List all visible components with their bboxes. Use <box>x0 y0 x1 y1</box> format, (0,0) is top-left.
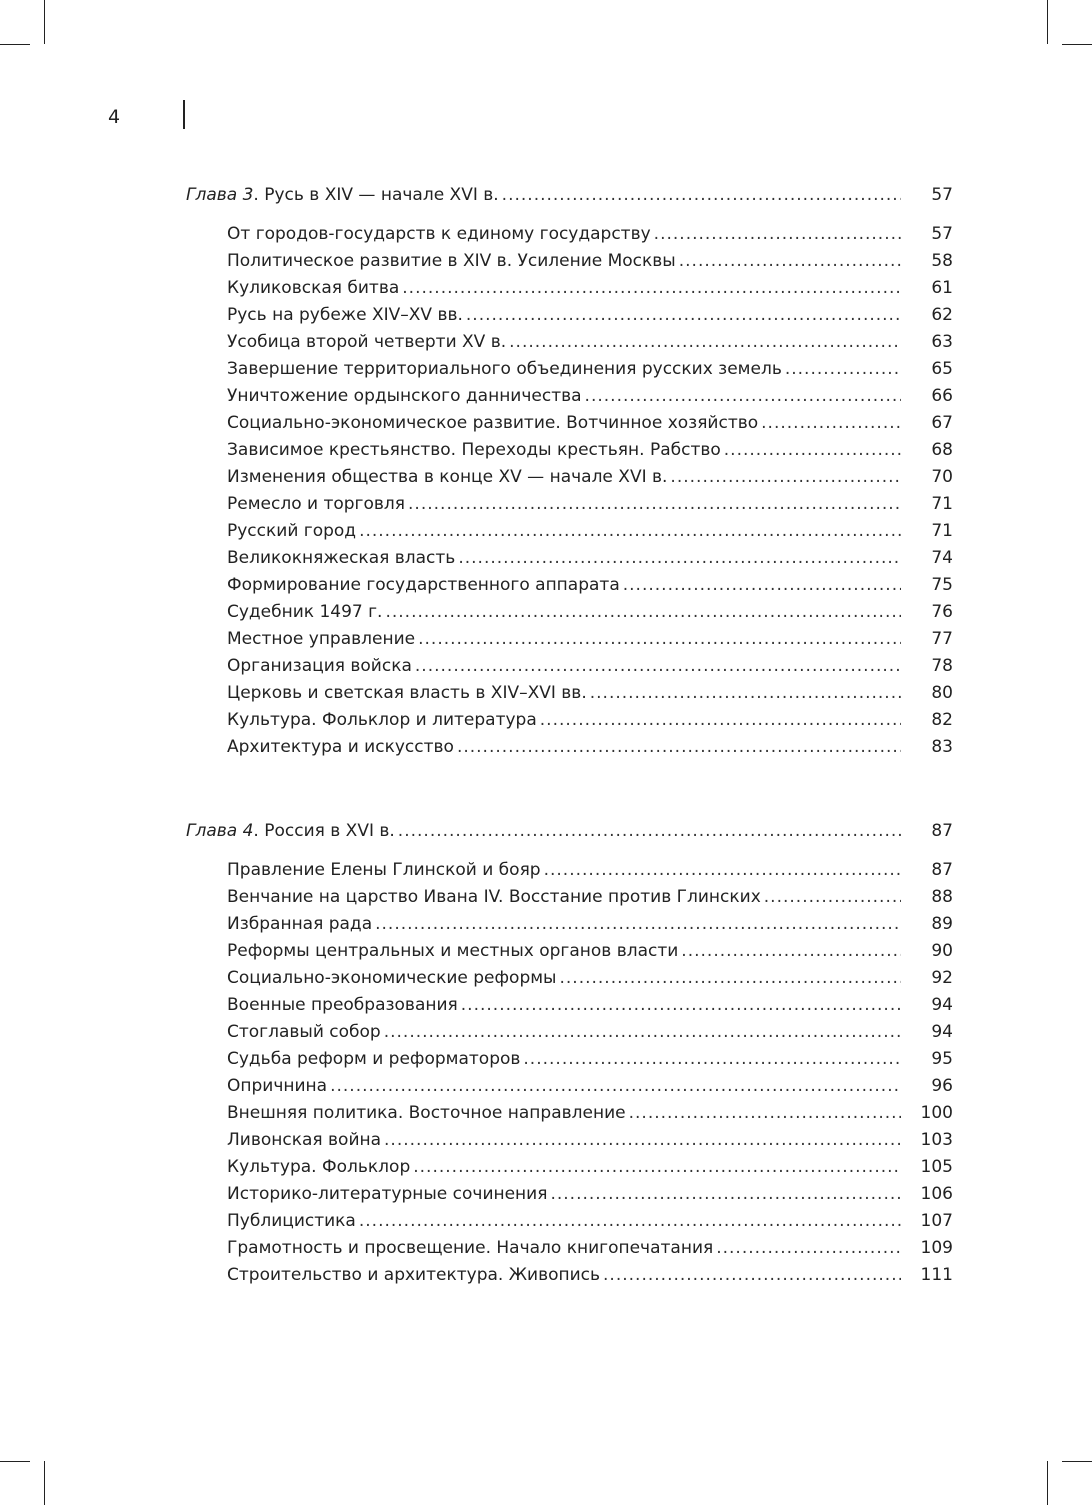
leader-dots <box>509 329 901 356</box>
page-ref: 106 <box>920 1184 953 1204</box>
leader-dots <box>330 1073 901 1100</box>
section-title: Культура. Фольклор <box>227 1157 411 1177</box>
leader-dots <box>716 1235 901 1262</box>
section-title: Судебник 1497 г. <box>227 602 383 622</box>
section-title: Политическое развитие в XIV в. Усиление Москвы <box>227 251 676 271</box>
leader-dots <box>544 857 901 884</box>
toc-section-row <box>186 248 953 275</box>
section-title: Судьба реформ и реформаторов <box>227 1049 521 1069</box>
leader-dots <box>457 734 901 761</box>
leader-dots <box>359 1208 901 1235</box>
section-title: Социально-экономическое развитие. Вотчинное хозяйство <box>227 413 759 433</box>
chapter-title: Глава 4. Россия в XVI в. <box>186 821 395 841</box>
crop-mark <box>1047 1461 1048 1505</box>
page-ref: 58 <box>931 251 953 271</box>
toc-chapter-row <box>186 818 953 846</box>
crop-mark <box>1047 0 1048 44</box>
toc-section-row <box>186 626 953 653</box>
page-ref: 62 <box>931 305 953 325</box>
toc-section-row <box>186 965 953 992</box>
toc-section-row <box>186 653 953 680</box>
toc-section-row <box>186 1100 953 1127</box>
section-title: Внешняя политика. Восточное направление <box>227 1103 626 1123</box>
section-title: Организация войска <box>227 656 412 676</box>
page-ref: 100 <box>920 1103 953 1123</box>
leader-dots <box>629 1100 901 1127</box>
section-title: Реформы центральных и местных органов власти <box>227 941 679 961</box>
section-title: Великокняжеская власть <box>227 548 456 568</box>
crop-mark <box>44 0 45 44</box>
leader-dots <box>761 410 901 437</box>
leader-dots <box>764 884 901 911</box>
page-ref: 103 <box>920 1130 953 1150</box>
section-title: Архитектура и искусство <box>227 737 454 757</box>
page-ref: 66 <box>931 386 953 406</box>
toc-section-row <box>186 707 953 734</box>
page-ref: 88 <box>931 887 953 907</box>
toc-chapter-row <box>186 182 953 210</box>
section-title: Русский город <box>227 521 357 541</box>
leader-dots <box>408 491 901 518</box>
page-ref: 61 <box>931 278 953 298</box>
toc-section-row <box>186 518 953 545</box>
header-rule <box>183 100 185 129</box>
leader-dots <box>724 437 901 464</box>
page-number: 4 <box>108 106 121 128</box>
toc-section-row <box>186 1019 953 1046</box>
leader-dots <box>398 818 901 845</box>
toc-section-row <box>186 437 953 464</box>
leader-dots <box>375 911 901 938</box>
toc-section-row <box>186 464 953 491</box>
section-title: Публицистика <box>227 1211 356 1231</box>
toc-section-row <box>186 1235 953 1262</box>
page-ref: 89 <box>931 914 953 934</box>
leader-dots <box>359 518 901 545</box>
page-ref: 65 <box>931 359 953 379</box>
crop-mark <box>44 1461 45 1505</box>
page-ref: 67 <box>931 413 953 433</box>
leader-dots <box>670 464 901 491</box>
leader-dots <box>654 221 901 248</box>
page-ref: 83 <box>931 737 953 757</box>
toc-section-row <box>186 275 953 302</box>
leader-dots <box>385 599 901 626</box>
section-title: Военные преобразования <box>227 995 458 1015</box>
toc-section-row <box>186 545 953 572</box>
leader-dots <box>681 938 901 965</box>
section-title: Местное управление <box>227 629 416 649</box>
leader-dots <box>418 626 901 653</box>
section-title: Ливонская война <box>227 1130 382 1150</box>
crop-mark <box>1062 1461 1092 1462</box>
toc-section-row <box>186 599 953 626</box>
toc-section-row <box>186 302 953 329</box>
section-title: Историко-литературные сочинения <box>227 1184 548 1204</box>
chapter-label: Глава 4 <box>186 821 254 841</box>
section-title: Завершение территориального объединения русских земель <box>227 359 782 379</box>
page-ref: 57 <box>931 224 953 244</box>
toc-section-row <box>186 221 953 248</box>
page-ref: 63 <box>931 332 953 352</box>
chapter-sections <box>186 857 953 1289</box>
section-title: Формирование государственного аппарата <box>227 575 620 595</box>
page-ref: 74 <box>931 548 953 568</box>
toc-section-row <box>186 1208 953 1235</box>
section-title: Правление Елены Глинской и бояр <box>227 860 541 880</box>
page-ref: 71 <box>931 494 953 514</box>
section-title: Зависимое крестьянство. Переходы крестьян. Рабство <box>227 440 721 460</box>
toc-section-row <box>186 1181 953 1208</box>
crop-mark <box>1062 44 1092 45</box>
leader-dots <box>523 1046 901 1073</box>
page-ref: 82 <box>931 710 953 730</box>
toc-section-row <box>186 938 953 965</box>
leader-dots <box>415 653 901 680</box>
toc-section-row <box>186 383 953 410</box>
leader-dots <box>603 1262 901 1289</box>
page-ref: 87 <box>931 821 953 841</box>
toc-section-row <box>186 572 953 599</box>
page-ref: 111 <box>920 1265 953 1285</box>
page-ref: 109 <box>920 1238 953 1258</box>
section-title: Строительство и архитектура. Живопись <box>227 1265 601 1285</box>
leader-dots <box>559 965 901 992</box>
toc-section-row <box>186 356 953 383</box>
page-ref: 71 <box>931 521 953 541</box>
toc-section-row <box>186 491 953 518</box>
page-ref: 76 <box>931 602 953 622</box>
section-title: Венчание на царство Ивана IV. Восстание против Глинских <box>227 887 761 907</box>
section-title: Куликовская битва <box>227 278 400 298</box>
leader-dots <box>540 707 901 734</box>
leader-dots <box>502 182 901 209</box>
toc-chapter-4 <box>186 818 953 1289</box>
toc-section-row <box>186 857 953 884</box>
toc-section-row <box>186 1262 953 1289</box>
toc-section-row <box>186 734 953 761</box>
section-title: Русь на рубеже XIV–XV вв. <box>227 305 463 325</box>
page-ref: 70 <box>931 467 953 487</box>
section-title: От городов-государств к единому государству <box>227 224 651 244</box>
page-ref: 57 <box>931 185 953 205</box>
page-ref: 92 <box>931 968 953 988</box>
crop-mark <box>0 1461 30 1462</box>
leader-dots <box>384 1019 901 1046</box>
chapter-sections <box>186 221 953 761</box>
page-ref: 75 <box>931 575 953 595</box>
page-ref: 94 <box>931 1022 953 1042</box>
toc-section-row <box>186 680 953 707</box>
leader-dots <box>590 680 901 707</box>
section-title: Уничтожение ордынского данничества <box>227 386 582 406</box>
toc-section-row <box>186 911 953 938</box>
toc-section-row <box>186 1073 953 1100</box>
section-title: Культура. Фольклор и литература <box>227 710 537 730</box>
toc-section-row <box>186 992 953 1019</box>
toc-chapter-3 <box>186 182 953 761</box>
toc-section-row <box>186 884 953 911</box>
page-ref: 90 <box>931 941 953 961</box>
page-ref: 94 <box>931 995 953 1015</box>
leader-dots <box>458 545 901 572</box>
crop-mark <box>0 44 30 45</box>
toc-section-row <box>186 1127 953 1154</box>
page-ref: 78 <box>931 656 953 676</box>
section-title: Опричнина <box>227 1076 328 1096</box>
section-title: Избранная рада <box>227 914 373 934</box>
section-title: Ремесло и торговля <box>227 494 406 514</box>
section-title: Изменения общества в конце XV — начале XVI в. <box>227 467 668 487</box>
chapter-label: Глава 3 <box>186 185 254 205</box>
toc-section-row <box>186 329 953 356</box>
toc-section-row <box>186 410 953 437</box>
leader-dots <box>679 248 901 275</box>
chapter-title: Глава 3. Русь в XIV — начале XVI в. <box>186 185 499 205</box>
leader-dots <box>466 302 901 329</box>
section-title: Грамотность и просвещение. Начало книгопечатания <box>227 1238 714 1258</box>
page-ref: 107 <box>920 1211 953 1231</box>
leader-dots <box>785 356 901 383</box>
leader-dots <box>413 1154 901 1181</box>
leader-dots <box>550 1181 901 1208</box>
leader-dots <box>461 992 901 1019</box>
page-ref: 105 <box>920 1157 953 1177</box>
page-ref: 87 <box>931 860 953 880</box>
leader-dots <box>402 275 901 302</box>
page-ref: 77 <box>931 629 953 649</box>
page-ref: 68 <box>931 440 953 460</box>
section-title: Усобица второй четверти XV в. <box>227 332 507 352</box>
leader-dots <box>384 1127 901 1154</box>
page-ref: 95 <box>931 1049 953 1069</box>
leader-dots <box>585 383 901 410</box>
page-ref: 96 <box>931 1076 953 1096</box>
toc-section-row <box>186 1046 953 1073</box>
leader-dots <box>623 572 901 599</box>
section-title: Социально-экономические реформы <box>227 968 557 988</box>
page-ref: 80 <box>931 683 953 703</box>
section-title: Церковь и светская власть в XIV–XVI вв. <box>227 683 587 703</box>
section-title: Стоглавый собор <box>227 1022 381 1042</box>
toc-section-row <box>186 1154 953 1181</box>
